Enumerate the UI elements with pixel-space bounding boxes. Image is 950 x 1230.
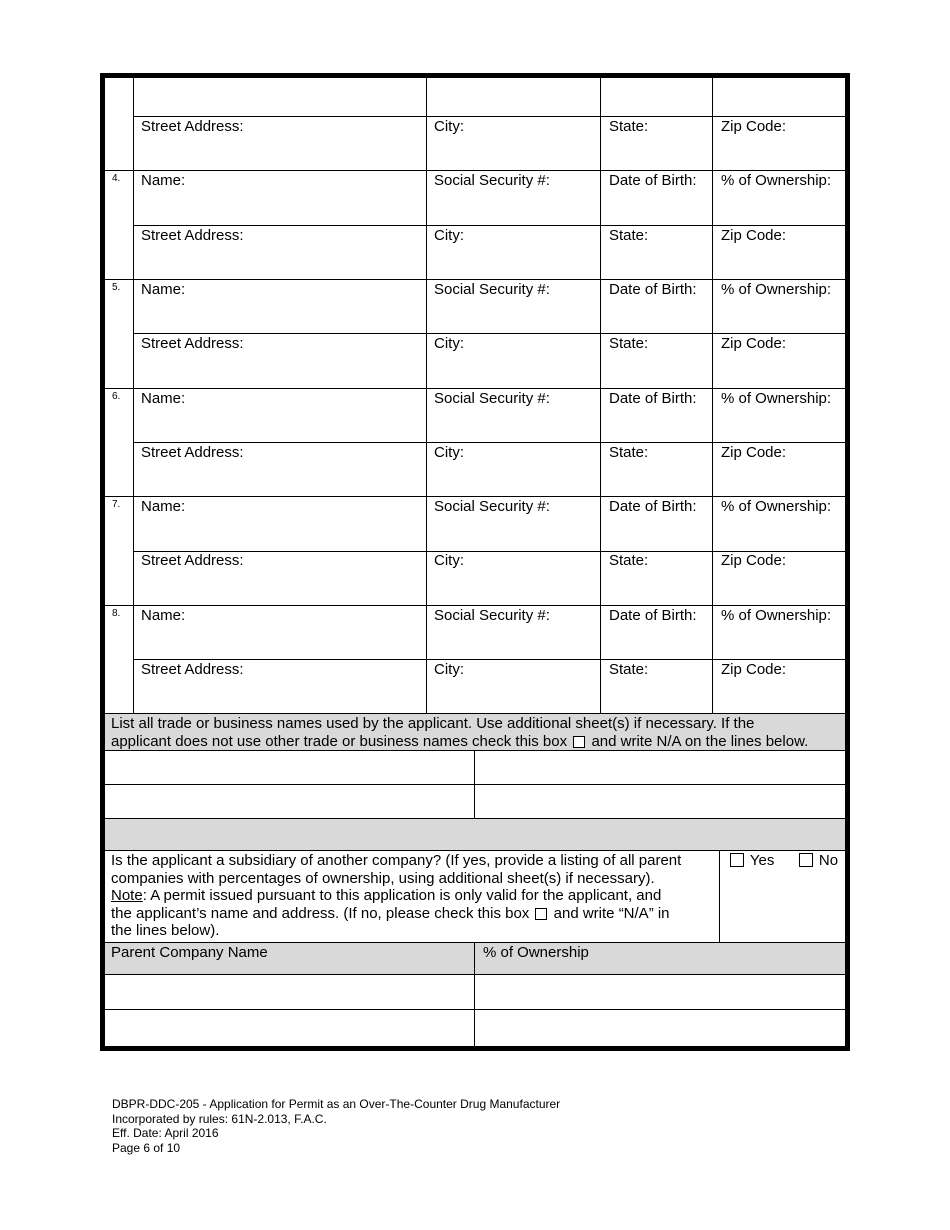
zip-code-label: Zip Code: [721, 118, 787, 135]
owner-number: 4. [112, 173, 121, 184]
trade-name-field-4[interactable] [476, 786, 844, 817]
date-of-birth-label: Date of Birth: [609, 390, 697, 407]
trade-names-instruction: List all trade or business names used by the applicant. Use additional sheet(s) if necessary. If the applicant does not use other trade or business names check this box and write N/A on the lines below. [111, 715, 809, 750]
date-of-birth-label: Date of Birth: [609, 607, 697, 624]
state-label: State: [609, 444, 649, 461]
trade-name-field-2[interactable] [476, 752, 844, 783]
yes-label: Yes [749, 852, 775, 869]
subsidiary-question: Is the applicant a subsidiary of another company? (If yes, provide a listing of all parent companies with percentages of ownership, using additional sheet(s) if necessary). Note: A permit issued pursuant to this application is only valid for the applicant, and the applicant’s name and address. (If no, please check this box and write “N/A” in the lines below). [111, 852, 682, 939]
social-security-label: Social Security #: [434, 607, 550, 624]
no-trade-names-checkbox[interactable] [573, 736, 585, 748]
parent-company-name-header: Parent Company Name [111, 944, 268, 961]
trade-name-field-1[interactable] [106, 752, 472, 783]
parent-ownership-header: % of Ownership [483, 944, 589, 961]
zip-code-label: Zip Code: [721, 335, 787, 352]
state-label: State: [609, 118, 649, 135]
zip-code-label: Zip Code: [721, 552, 787, 569]
city-label: City: [434, 335, 464, 352]
name-label: Name: [141, 172, 186, 189]
ownership-percent-label: % of Ownership: [721, 607, 832, 624]
street-address-label: Street Address: [141, 661, 244, 678]
date-of-birth-label: Date of Birth: [609, 498, 697, 515]
street-address-label: Street Address: [141, 444, 244, 461]
social-security-label: Social Security #: [434, 498, 550, 515]
city-label: City: [434, 661, 464, 678]
city-label: City: [434, 118, 464, 135]
state-label: State: [609, 552, 649, 569]
social-security-label: Social Security #: [434, 281, 550, 298]
state-label: State: [609, 335, 649, 352]
no-checkbox[interactable] [799, 853, 813, 867]
section-divider [105, 819, 845, 850]
date-of-birth-label: Date of Birth: [609, 281, 697, 298]
no-parent-company-checkbox[interactable] [535, 908, 547, 920]
street-address-label: Street Address: [141, 118, 244, 135]
ownership-percent-label: % of Ownership: [721, 390, 832, 407]
name-label: Name: [141, 390, 186, 407]
street-address-label: Street Address: [141, 335, 244, 352]
city-label: City: [434, 552, 464, 569]
subsidiary-answer [728, 852, 838, 870]
street-address-label: Street Address: [141, 227, 244, 244]
form-title: DBPR-DDC-205 - Application for Permit as an Over-The-Counter Drug Manufacturer [112, 1097, 561, 1111]
owner-number: 5. [112, 282, 121, 293]
parent-company-name-field-2[interactable] [106, 1011, 472, 1044]
owner-number: 7. [112, 499, 121, 510]
parent-ownership-field-2[interactable] [476, 1011, 844, 1044]
city-label: City: [434, 444, 464, 461]
zip-code-label: Zip Code: [721, 661, 787, 678]
state-label: State: [609, 227, 649, 244]
page-footer [112, 1097, 560, 1155]
social-security-label: Social Security #: [434, 390, 550, 407]
street-address-label: Street Address: [141, 552, 244, 569]
city-label: City: [434, 227, 464, 244]
owner-number: 8. [112, 608, 121, 619]
zip-code-label: Zip Code: [721, 227, 787, 244]
zip-code-label: Zip Code: [721, 444, 787, 461]
rules-reference: Incorporated by rules: 61N-2.013, F.A.C. [112, 1111, 327, 1126]
name-label: Name: [141, 498, 186, 515]
ownership-percent-label: % of Ownership: [721, 172, 832, 189]
ownership-percent-label: % of Ownership: [721, 498, 832, 515]
state-label: State: [609, 661, 649, 678]
owner-number: 6. [112, 391, 121, 402]
trade-name-field-3[interactable] [106, 786, 472, 817]
date-of-birth-label: Date of Birth: [609, 172, 697, 189]
effective-date: Eff. Date: April 2016 [112, 1126, 219, 1140]
parent-company-name-field-1[interactable] [106, 976, 472, 1007]
page-number: Page 6 of 10 [112, 1140, 181, 1155]
ownership-percent-label: % of Ownership: [721, 281, 832, 298]
no-label: No [818, 852, 839, 869]
name-label: Name: [141, 607, 186, 624]
name-label: Name: [141, 281, 186, 298]
social-security-label: Social Security #: [434, 172, 550, 189]
yes-checkbox[interactable] [730, 853, 744, 867]
parent-ownership-field-1[interactable] [476, 976, 844, 1007]
